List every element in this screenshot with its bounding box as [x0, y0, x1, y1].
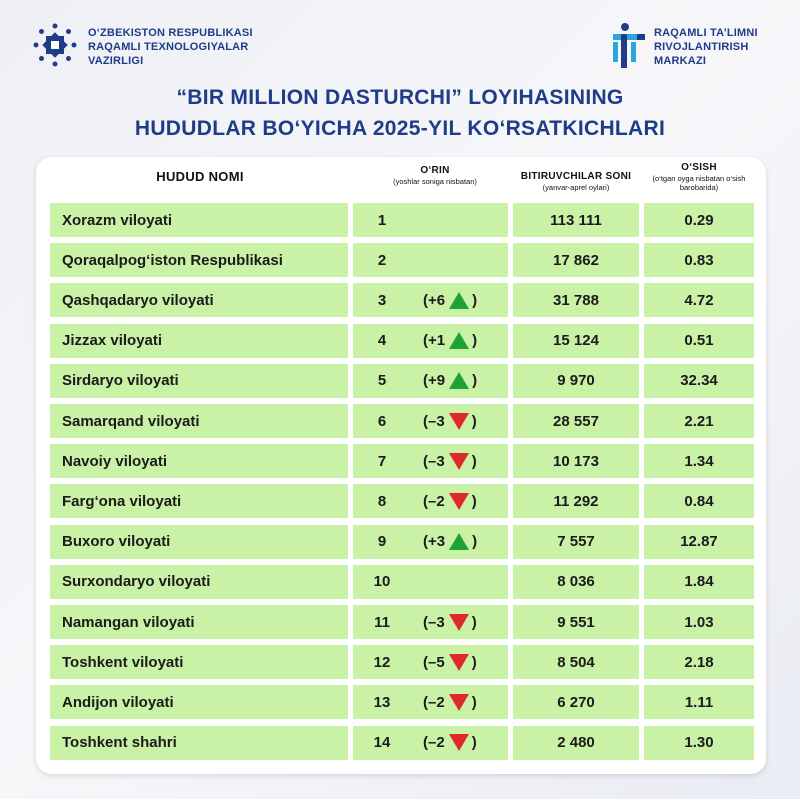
center-name-line: RAQAMLI TA’LIMNI: [654, 27, 758, 39]
column-header-name-label: HUDUD NOMI: [156, 169, 244, 184]
growth-cell: 0.51: [644, 324, 754, 358]
arrow-up-icon: [449, 372, 469, 389]
center-name-line: RIVOJLANTIRISH: [654, 41, 749, 53]
graduates-cell: 9 970: [513, 364, 639, 398]
region-name-cell: Sirdaryo viloyati: [50, 364, 348, 398]
rank-change-value: +9: [428, 372, 446, 390]
rank-cell: [353, 645, 508, 679]
graduates-cell: 11 292: [513, 484, 639, 518]
paren-close: ): [472, 332, 478, 350]
graduates-cell: 6 270: [513, 685, 639, 719]
rank-change: [423, 734, 477, 751]
table-row: [36, 484, 766, 518]
rank-change-value: –2: [428, 693, 445, 711]
paren-open: (: [423, 452, 428, 470]
paren-open: (: [423, 332, 428, 350]
rank-value: 6: [377, 412, 387, 430]
paren-open: (: [423, 291, 428, 309]
center-name-line: MARKAZI: [654, 55, 707, 67]
rank-value: 12: [373, 653, 391, 671]
rank-change: [423, 533, 477, 550]
region-name-cell: Farg‘ona viloyati: [50, 484, 348, 518]
rank-value: 10: [373, 573, 391, 591]
rank-value: 13: [373, 693, 391, 711]
region-name-cell: Namangan viloyati: [50, 605, 348, 639]
graduates-cell: 15 124: [513, 324, 639, 358]
rank-cell: [353, 565, 508, 599]
paren-open: (: [423, 653, 428, 671]
rank-change-value: –3: [428, 452, 445, 470]
table-row: [36, 203, 766, 237]
rank-change-value: –2: [428, 734, 445, 752]
growth-cell: 0.84: [644, 484, 754, 518]
ministry-name: [88, 26, 288, 68]
ministry-name-line: VAZIRLIGI: [88, 55, 144, 67]
graduates-cell: 17 862: [513, 243, 639, 277]
page-title-line1: “BIR MILLION DASTURCHI” LOYIHASINING: [176, 86, 624, 109]
rank-value: 1: [377, 211, 387, 229]
rank-change-value: +3: [428, 533, 446, 551]
rank-change-value: –3: [428, 613, 445, 631]
table-row: [36, 283, 766, 317]
arrow-up-icon: [449, 292, 469, 309]
rank-change: [423, 453, 477, 470]
rank-cell: [353, 364, 508, 398]
rank-cell: [353, 324, 508, 358]
paren-open: (: [423, 613, 428, 631]
rank-change: [423, 654, 477, 671]
rank-change-value: –3: [428, 412, 445, 430]
paren-close: ): [471, 613, 477, 631]
arrow-down-icon: [449, 694, 469, 711]
rank-cell: [353, 525, 508, 559]
arrow-down-icon: [449, 453, 469, 470]
growth-cell: 2.21: [644, 404, 754, 438]
rank-cell: [353, 444, 508, 478]
rank-value: 14: [373, 734, 391, 752]
paren-open: (: [423, 492, 428, 510]
column-header-rank-label: O‘RIN: [420, 165, 450, 176]
paren-open: (: [423, 412, 428, 430]
region-name-cell: Surxondaryo viloyati: [50, 565, 348, 599]
rank-value: 2: [377, 251, 387, 269]
page-title-line2: HUDUDLAR BO‘YICHA 2025-YIL KO‘RSATKICHLARI: [134, 117, 666, 140]
paren-close: ): [471, 734, 477, 752]
region-name-cell: Toshkent shahri: [50, 726, 348, 760]
arrow-down-icon: [449, 413, 469, 430]
table-row: [36, 726, 766, 760]
arrow-down-icon: [449, 493, 469, 510]
rank-change: [423, 332, 477, 349]
graduates-cell: 8 036: [513, 565, 639, 599]
ranking-table: [36, 157, 766, 774]
table-row: [36, 243, 766, 277]
growth-cell: 0.29: [644, 203, 754, 237]
rank-value: 5: [377, 372, 387, 390]
rank-change-value: –5: [428, 653, 445, 671]
paren-close: ): [471, 492, 477, 510]
graduates-cell: 7 557: [513, 525, 639, 559]
table-row: [36, 565, 766, 599]
column-header-rank-note: (yoshlar soniga nisbatan): [393, 177, 477, 186]
rank-cell: [353, 404, 508, 438]
ministry-name-line: RAQAMLI TEXNOLOGIYALAR: [88, 41, 249, 53]
arrow-down-icon: [449, 734, 469, 751]
arrow-down-icon: [449, 614, 469, 631]
paren-close: ): [471, 693, 477, 711]
table-row: [36, 364, 766, 398]
region-name-cell: Xorazm viloyati: [50, 203, 348, 237]
graduates-cell: 113 111: [513, 203, 639, 237]
region-name-cell: Buxoro viloyati: [50, 525, 348, 559]
rank-change: [423, 493, 477, 510]
paren-close: ): [471, 452, 477, 470]
table-row: [36, 685, 766, 719]
ministry-name-line: O‘ZBEKISTON RESPUBLIKASI: [88, 27, 253, 39]
growth-cell: 1.11: [644, 685, 754, 719]
graduates-cell: 2 480: [513, 726, 639, 760]
column-header-graduates-note: (yanvar-aprel oylari): [542, 183, 610, 192]
rank-value: 3: [377, 291, 387, 309]
region-name-cell: Toshkent viloyati: [50, 645, 348, 679]
paren-open: (: [423, 372, 428, 390]
rank-value: 9: [377, 533, 387, 551]
rank-change: [423, 372, 477, 389]
paren-close: ): [472, 291, 478, 309]
table-row: [36, 404, 766, 438]
growth-cell: 2.18: [644, 645, 754, 679]
rank-cell: [353, 685, 508, 719]
table-row: [36, 444, 766, 478]
rank-change-value: –2: [428, 492, 445, 510]
paren-open: (: [423, 533, 428, 551]
rank-cell: [353, 203, 508, 237]
table-row: [36, 645, 766, 679]
center-logo-icon: [611, 22, 647, 70]
rank-value: 4: [377, 332, 387, 350]
rank-cell: [353, 726, 508, 760]
growth-cell: 1.03: [644, 605, 754, 639]
arrow-up-icon: [449, 533, 469, 550]
column-header-growth-label: O‘SISH: [681, 162, 717, 173]
paren-close: ): [471, 653, 477, 671]
ministry-star-logo-icon: [33, 23, 77, 67]
rank-change-value: +6: [428, 291, 446, 309]
region-name-cell: Qashqadaryo viloyati: [50, 283, 348, 317]
paren-close: ): [471, 412, 477, 430]
rank-cell: [353, 484, 508, 518]
growth-cell: 1.34: [644, 444, 754, 478]
paren-open: (: [423, 693, 428, 711]
rank-change: [423, 413, 477, 430]
rank-value: 11: [374, 613, 390, 631]
region-name-cell: Andijon viloyati: [50, 685, 348, 719]
rank-change: [423, 694, 477, 711]
rank-cell: [353, 605, 508, 639]
paren-open: (: [423, 734, 428, 752]
region-name-cell: Samarqand viloyati: [50, 404, 348, 438]
rank-change: [423, 292, 477, 309]
paren-close: ): [472, 372, 478, 390]
region-name-cell: Qoraqalpog‘iston Respublikasi: [50, 243, 348, 277]
growth-cell: 32.34: [644, 364, 754, 398]
graduates-cell: 8 504: [513, 645, 639, 679]
rank-value: 8: [377, 492, 387, 510]
growth-cell: 12.87: [644, 525, 754, 559]
column-header-graduates-label: BITIRUVCHILAR SONI: [520, 171, 632, 182]
rank-cell: [353, 283, 508, 317]
table-row: [36, 525, 766, 559]
region-name-cell: Navoiy viloyati: [50, 444, 348, 478]
column-header-growth-note: (o‘tgan oyga nisbatan o‘sish barobarida): [652, 174, 746, 192]
paren-close: ): [472, 533, 478, 551]
rank-cell: [353, 243, 508, 277]
growth-cell: 0.83: [644, 243, 754, 277]
rank-change: [423, 614, 477, 631]
table-row: [36, 324, 766, 358]
region-name-cell: Jizzax viloyati: [50, 324, 348, 358]
graduates-cell: 28 557: [513, 404, 639, 438]
arrow-up-icon: [449, 332, 469, 349]
table-row: [36, 605, 766, 639]
graduates-cell: 10 173: [513, 444, 639, 478]
growth-cell: 1.84: [644, 565, 754, 599]
rank-change-value: +1: [428, 332, 446, 350]
header-bar: [0, 0, 800, 150]
growth-cell: 4.72: [644, 283, 754, 317]
graduates-cell: 9 551: [513, 605, 639, 639]
center-name: [654, 26, 784, 68]
growth-cell: 1.30: [644, 726, 754, 760]
graduates-cell: 31 788: [513, 283, 639, 317]
rank-value: 7: [377, 452, 387, 470]
arrow-down-icon: [449, 654, 469, 671]
